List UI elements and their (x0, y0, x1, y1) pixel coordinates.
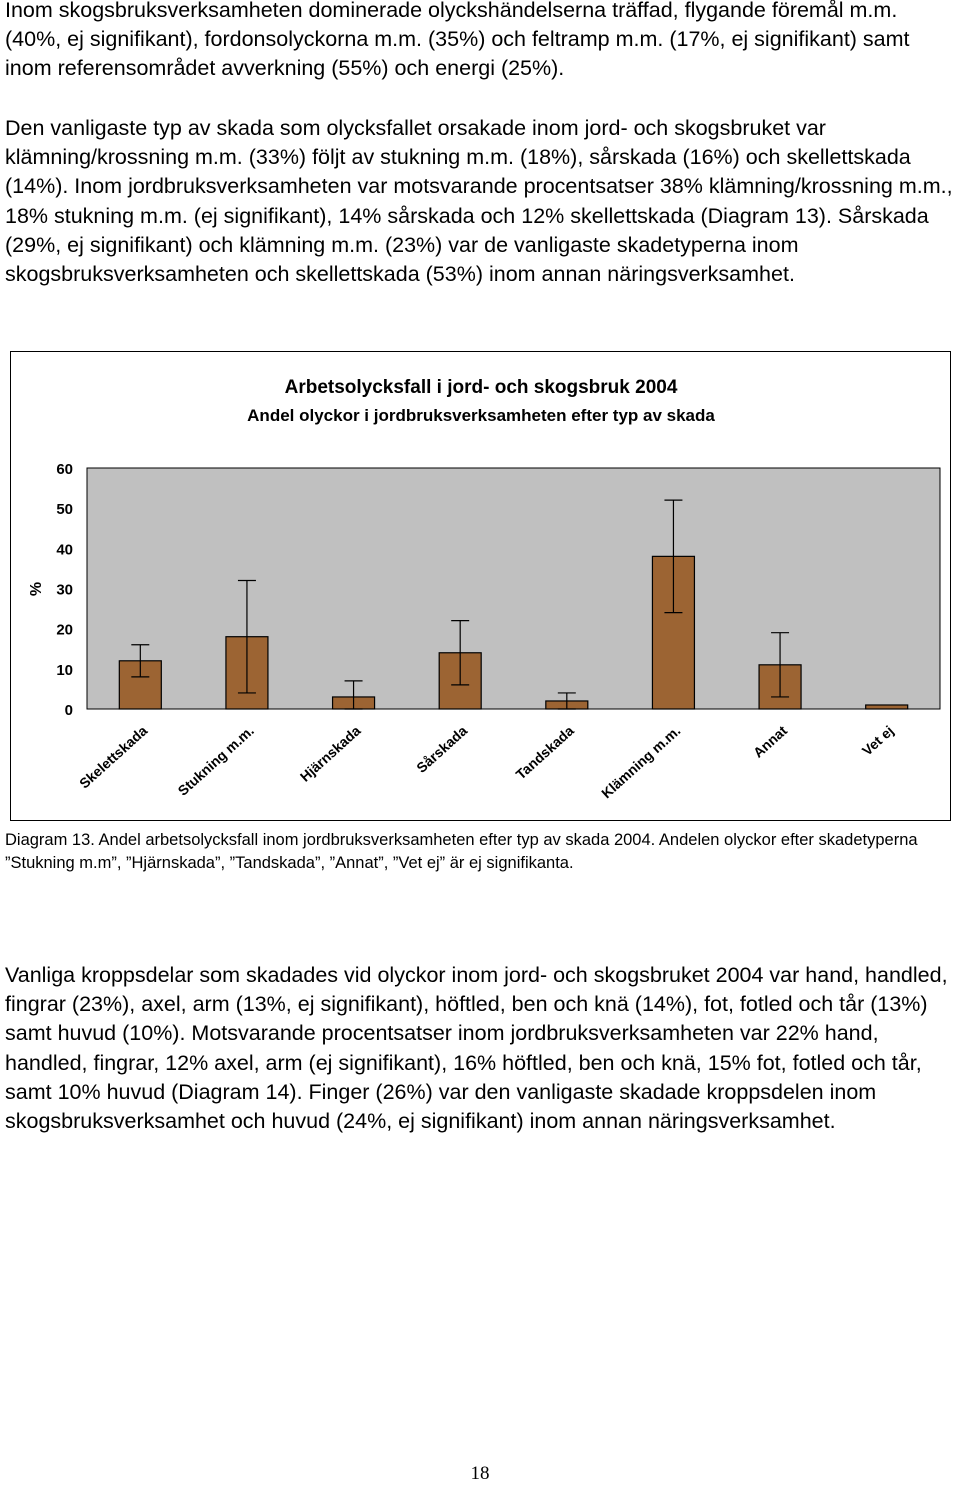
paragraph-kroppsdelar: Vanliga kroppsdelar som skadades vid olyckor inom jord- och skogsbruket 2004 var hand, handled, fingrar (23%), axel, arm (13%, ej signifikant), höftled, ben och knä (14%), fot, fotled och tår (13%) samt huvud (10%). Motsvarande procentsatser inom jordbruksverksamheten var 22% hand, handled, fingrar, 12% axel, arm (ej signifikant), 16% höftled, ben och knä, 15% fot, fotled och tår, samt 10% huvud (Diagram 14). Finger (26%) var den vanligaste skadade kroppsdelen inom skogsbruksverksamhet och huvud (24%, ej signifikant) inom annan näringsverksamhet. (5, 963, 948, 1134)
x-tick-label: Stukning m.m. (174, 722, 257, 799)
x-tick-label: Tandskada (512, 722, 577, 783)
chart-subtitle: Andel olyckor i jordbruksverksamheten efter typ av skada (247, 406, 715, 425)
paragraph-skadetyp: Den vanligaste typ av skada som olycksfallet orsakade inom jord- och skogsbruket var klämning/krossning m.m. (33%) följt av stukning m.m. (18%), sårskada (16%) och skellettskada (14%). Inom jordbruksverksamheten var motsvarande procentsatser 38% klämning/krossning m.m., 18% stukning m.m. (ej signifikant), 14% sårskada och 12% skellettskada (Diagram 13). Sårskada (29%, ej signifikant) och klämning m.m. (23%) var de vanligaste skadetyperna inom skogsbruksverksamheten och skellettskada (53%) inom annan näringsverksamhet. (5, 116, 953, 287)
y-tick-label: 10 (56, 661, 73, 679)
x-tick-label: Skelettskada (75, 722, 151, 792)
chart-title: Arbetsolycksfall i jord- och skogsbruk 2004 (284, 377, 678, 398)
y-tick-label: 0 (64, 702, 73, 719)
x-tick-label: Vet ej (858, 722, 897, 759)
y-tick-label: 20 (56, 621, 73, 639)
bar-chart (11, 352, 952, 822)
x-tick-label: Sårskada (413, 722, 471, 776)
page-number: 18 (470, 1463, 490, 1484)
x-tick-label: Hjärnskada (296, 722, 364, 785)
x-tick-label: Annat (749, 722, 791, 761)
x-tick-label: Klämning m.m. (598, 722, 684, 802)
y-tick-label: 40 (56, 541, 73, 559)
y-tick-label: 60 (56, 461, 73, 478)
plot-area (87, 468, 940, 709)
y-tick-label: 30 (56, 581, 73, 599)
figure-caption: Diagram 13. Andel arbetsolycksfall inom jordbruksverksamheten efter typ av skada 2004. Andelen olyckor efter skadetyperna ”Stukning m.m”, ”Hjärnskada”, ”Tandskada”, ”Annat”, ”Vet ej” är ej signifikanta. (5, 831, 918, 872)
paragraph-olyckshandelser: Inom skogsbruksverksamheten dominerade olyckshändelserna träffad, flygande föremål m.m. (40%, ej signifikant), fordonsolyckorna m.m. (35%) och feltramp m.m. (17%, ej signifikant) samt inom referensområdet avverkning (55%) och energi (25%). (5, 0, 910, 81)
y-tick-label: 50 (56, 501, 73, 519)
y-axis-label: % (28, 581, 45, 597)
chart-frame (10, 351, 951, 821)
bar (866, 705, 908, 709)
chart-body (28, 461, 940, 801)
